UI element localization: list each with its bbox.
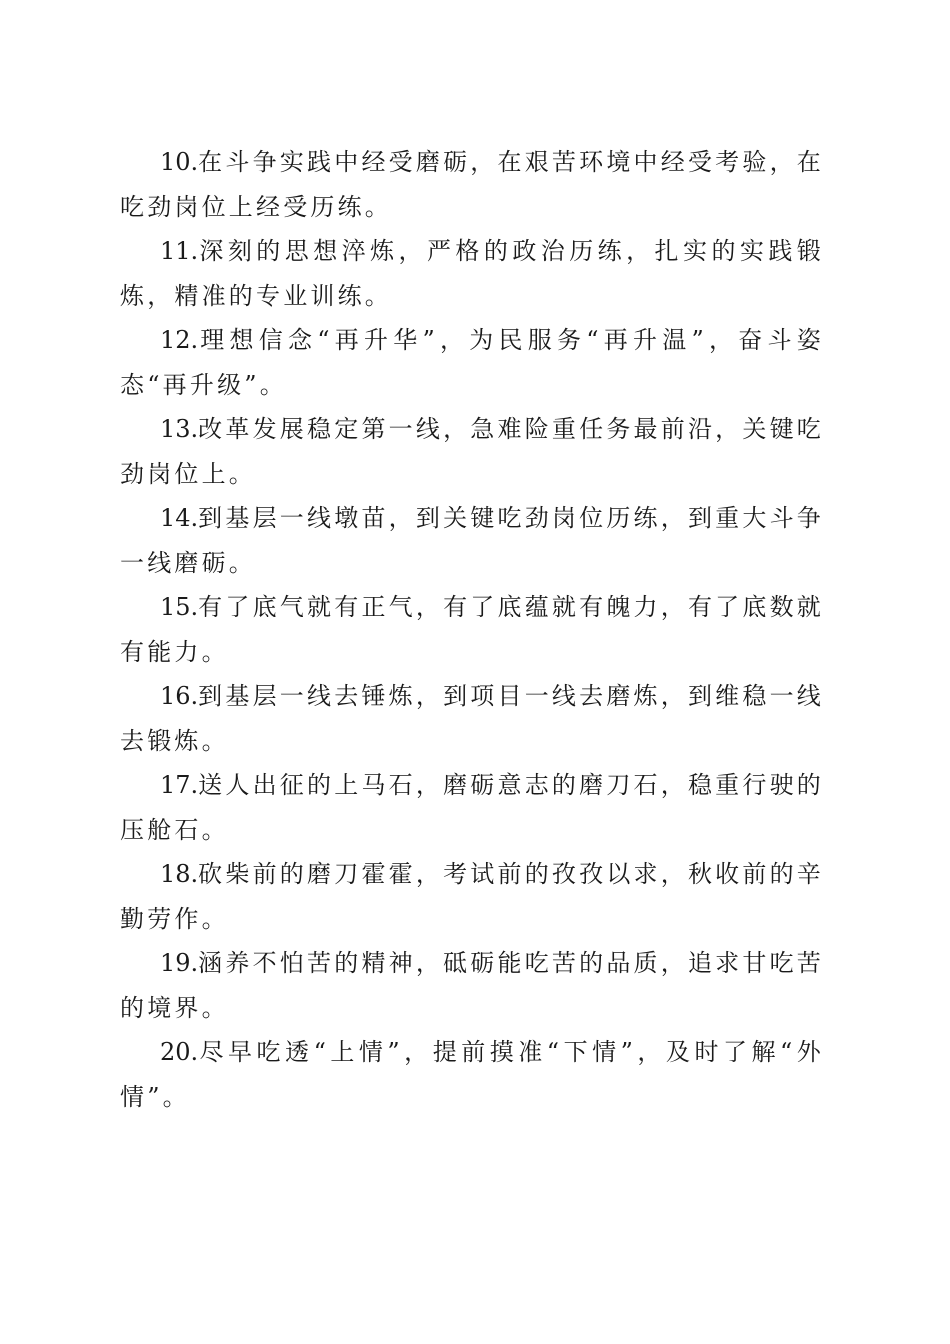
item-number: 10. xyxy=(160,148,199,176)
list-item-18 xyxy=(120,852,824,941)
list-item-13 xyxy=(120,407,824,496)
document-page xyxy=(120,140,824,1119)
list-item-12 xyxy=(120,318,824,407)
list-item-11 xyxy=(120,229,824,318)
list-item-10 xyxy=(120,140,824,229)
item-number: 15. xyxy=(160,593,199,621)
item-number: 12. xyxy=(160,326,199,354)
item-number: 11. xyxy=(160,237,199,265)
item-number: 14. xyxy=(160,504,199,532)
item-text: 送人出征的上马石，磨砺意志的磨刀石，稳重行驶的压舱石。 xyxy=(120,771,824,844)
item-number: 18. xyxy=(160,860,199,888)
item-text: 到基层一线墩苗，到关键吃劲岗位历练，到重大斗争一线磨砺。 xyxy=(120,504,824,577)
list-item-20 xyxy=(120,1030,824,1119)
item-text: 到基层一线去锤炼，到项目一线去磨炼，到维稳一线去锻炼。 xyxy=(120,682,824,755)
item-text: 在斗争实践中经受磨砺，在艰苦环境中经受考验，在吃劲岗位上经受历练。 xyxy=(120,148,824,221)
item-number: 13. xyxy=(160,415,199,443)
list-item-19 xyxy=(120,941,824,1030)
list-item-17 xyxy=(120,763,824,852)
item-text: 有了底气就有正气，有了底蕴就有魄力，有了底数就有能力。 xyxy=(120,593,824,666)
list-item-14 xyxy=(120,496,824,585)
item-text: 涵养不怕苦的精神，砥砺能吃苦的品质，追求甘吃苦的境界。 xyxy=(120,949,824,1022)
item-number: 20. xyxy=(160,1038,199,1066)
item-text: 理想信念“再升华”，为民服务“再升温”，奋斗姿态“再升级”。 xyxy=(120,326,824,399)
list-item-15 xyxy=(120,585,824,674)
item-text: 改革发展稳定第一线，急难险重任务最前沿，关键吃劲岗位上。 xyxy=(120,415,824,488)
item-number: 17. xyxy=(160,771,199,799)
item-text: 砍柴前的磨刀霍霍，考试前的孜孜以求，秋收前的辛勤劳作。 xyxy=(120,860,824,933)
list-item-16 xyxy=(120,674,824,763)
item-text: 尽早吃透“上情”，提前摸准“下情”，及时了解“外情”。 xyxy=(120,1038,824,1111)
item-number: 19. xyxy=(160,949,199,977)
item-text: 深刻的思想淬炼，严格的政治历练，扎实的实践锻炼，精准的专业训练。 xyxy=(120,237,824,310)
item-number: 16. xyxy=(160,682,199,710)
